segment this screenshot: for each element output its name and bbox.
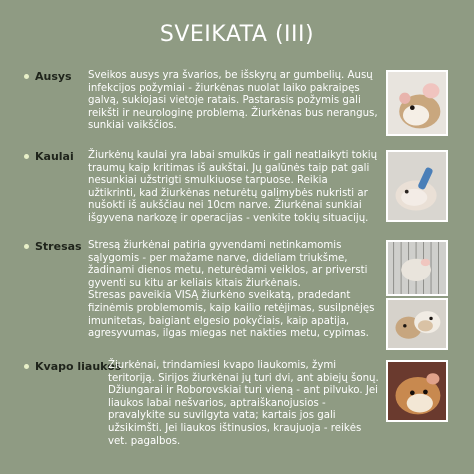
hamster-bandaged-leg-photo-icon <box>386 150 448 222</box>
section-paragraph: Sveikos ausys yra švarios, be išskyrų ar gumbelių. Ausų infekcijos požymiai - žiurkėnas nuolat laiko pakraipęs galvą, sukiojasi vietoje ratais. Pastarasis požymis gali reikšti ir neurologinę problemą. Žiurkėnas bus nerangus, sunkiai vaikščios. <box>88 70 378 132</box>
page-title: SVEIKATA (III) <box>159 22 315 47</box>
section-text <box>88 150 378 226</box>
section-label-text: Stresas <box>35 240 82 253</box>
section-paragraph: Stresą žiurkėnai patiria gyvendami netinkamomis sąlygomis - per mažame narve, dideliam triukšme, žadinami dienos metu, neturėdami veiklos, ar priversti gyventi su kitu ar keliais kitais žiurkėnais. <box>88 240 368 289</box>
section-text <box>88 70 378 133</box>
section-label-text: Kvapo liaukos <box>35 360 122 373</box>
section-label <box>24 240 82 253</box>
section-paragraph: Žiurkėnai, trindamiesi kvapo liaukomis, žymi teritoriją. Sirijos žiurkėnai jų turi dvi, ant abiejų šonų. Džiungarai ir Roborovskiai turi vieną - ant pilvuko. Jei liaukos labai nešvarios, aptraiškanojusios - pravalykite su suvilgyta vata; kartais jos gali užsikimšti. Jei liaukos ištinusios, kraujuoja - reikės vet. pagalbos. <box>108 360 379 447</box>
section-paragraph: Žiurkėnų kaulai yra labai smulkūs ir gali neatlaikyti tokių traumų kaip kritimas iš aukštai. Jų galūnės taip pat gali nesunkiai užstrigti smulkiuose tarpuose. Reikia užtikrinti, kad žiurkėnas neturėtų galimybės nukristi ar nušokti iš aukščiau nei 10cm narve. Žiurkėnai sunkiai išgyvena narkozę ir operacijas - venkite tokių situacijų. <box>88 150 378 224</box>
syrian-hamster-photo-icon <box>386 360 448 422</box>
section-label <box>24 360 121 373</box>
bullet-icon <box>24 364 29 369</box>
hamsters-fighting-photo-icon <box>386 298 448 350</box>
hamster-in-cage-photo-icon <box>386 240 448 296</box>
section-label <box>24 150 74 163</box>
section-paragraph: Stresas paveikia VISĄ žiurkėno sveikatą, pradedant fizinėmis problemomis, kaip kailio retėjimas, susilpnėjęs imunitetas, baigiant elgesio pokyčiais, kaip apatija, agresyvumas, ilgas miegas net nakties metu, cypimas. <box>88 290 375 340</box>
section-label-text: Ausys <box>35 70 72 83</box>
bullet-icon <box>24 154 29 159</box>
section-label-text: Kaulai <box>35 150 74 163</box>
bullet-icon <box>24 244 29 249</box>
bullet-icon <box>24 74 29 79</box>
section-text <box>108 360 380 448</box>
section-label <box>24 70 72 83</box>
section-text <box>88 240 378 341</box>
hamster-ear-photo-icon <box>386 70 448 136</box>
